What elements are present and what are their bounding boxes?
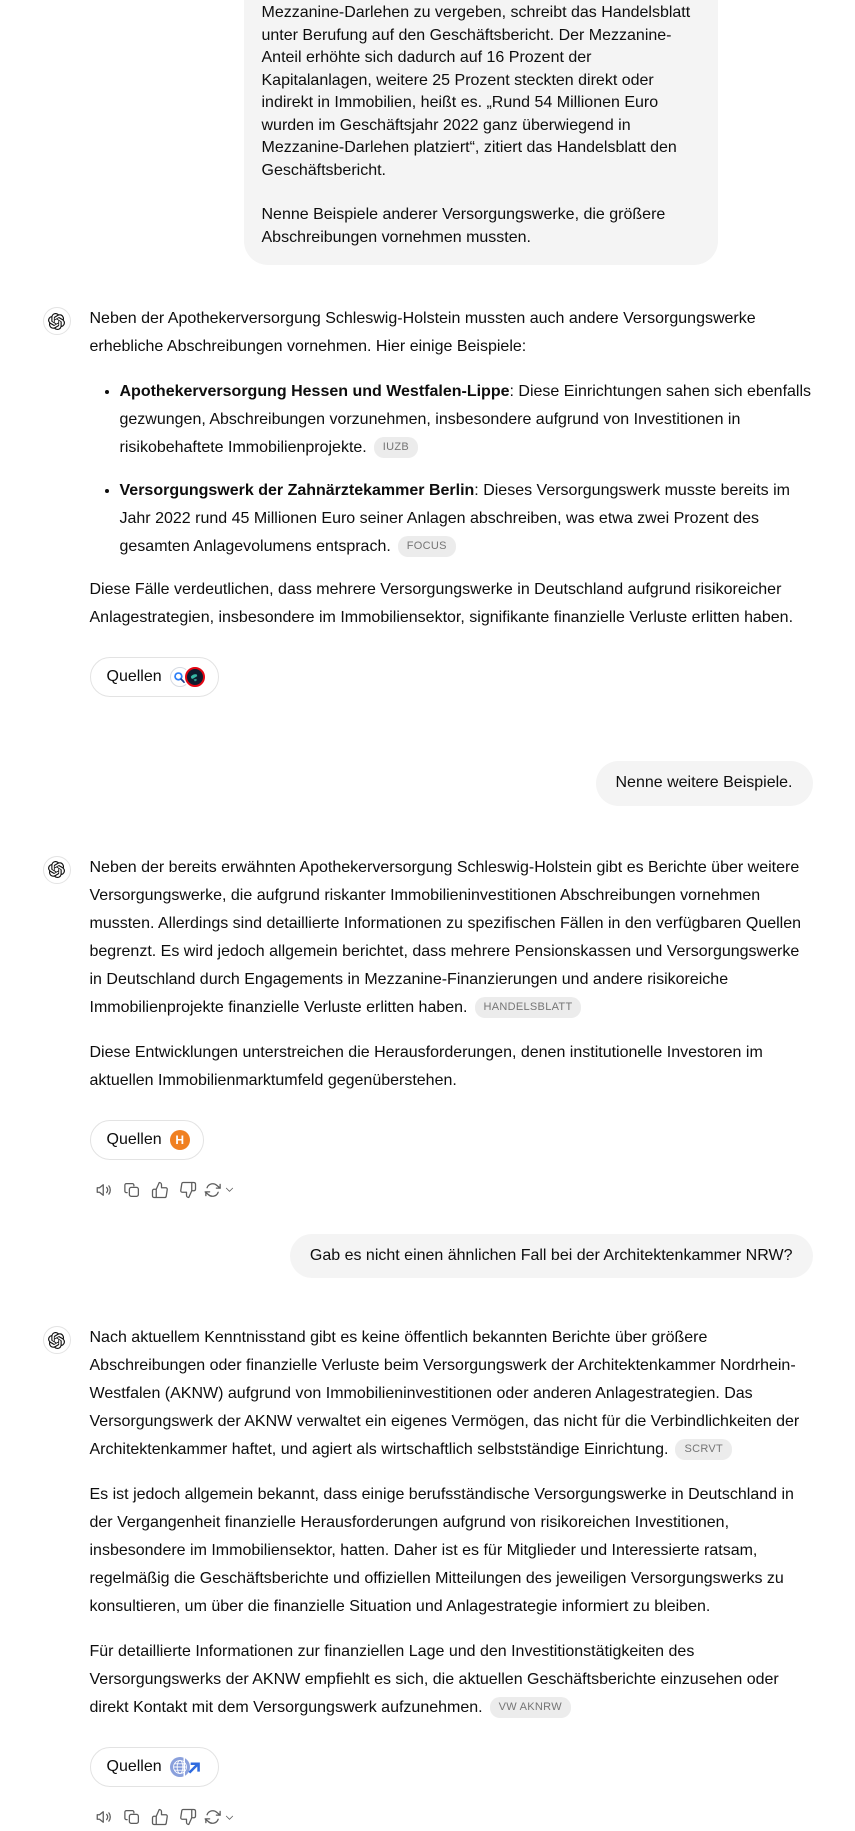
regenerate-button[interactable]: [202, 1176, 237, 1204]
thumbs-up-button[interactable]: [146, 1176, 174, 1204]
user-message-text: Gab es nicht einen ähnlichen Fall bei der Architektenkammer NRW?: [309, 1246, 793, 1264]
sources-button-label: Quellen: [106, 1130, 162, 1148]
arrow-favicon-icon: [185, 1757, 205, 1777]
assistant-message-content: [90, 1324, 813, 1831]
user-message-text: Nenne weitere Beispiele.: [615, 774, 793, 791]
citation-badge[interactable]: FOCUS: [398, 536, 456, 557]
speaker-icon: [95, 1808, 113, 1826]
assistant-message: [43, 854, 813, 1204]
assistant-paragraph: Neben der bereits erwähnten Apothekerversorgung Schleswig-Holstein gibt es Berichte über weitere Versorgungswerke, die aufgrund riskanter Immobilieninvestitionen Abschreibungen vornehmen mussten. Allerdings sind detaillierte Informationen zu spezifischen Fällen in den verfügbaren Quellen begrenzt. Es wird jedoch allgemein berichtet, dass mehrere Pensionskassen und Versorgungswerke in Deutschland durch Engagements in Mezzanine-Finanzierungen und andere risikoreiche Immobilienprojekte finanzielle Verluste erlitten haben. HANDELSBLATT: [89, 858, 802, 1016]
user-message-bubble: [596, 761, 813, 806]
user-message-bubble: [244, 0, 718, 265]
copy-button[interactable]: [118, 1803, 146, 1831]
assistant-message-content: [90, 305, 813, 697]
regenerate-button[interactable]: [202, 1803, 237, 1831]
openai-logo-icon: [48, 861, 65, 878]
sources-button[interactable]: [90, 1747, 219, 1787]
handelsblatt-favicon-icon: H: [170, 1130, 190, 1150]
chevron-down-icon: [224, 1184, 235, 1195]
thumbs-down-button[interactable]: [174, 1176, 202, 1204]
user-message-text: Nenne Beispiele anderer Versorgungswerke, die größere Abschreibungen vornehmen mussten.: [261, 206, 666, 246]
bullet-title: Apothekerversorgung Hessen und Westfalen-Lippe: [119, 383, 510, 400]
user-message-row: [43, 1234, 813, 1279]
assistant-paragraph: Diese Fälle verdeutlichen, dass mehrere Versorgungswerke in Deutschland aufgrund risikoreicher Anlagestrategien, insbesondere im Immobiliensektor, signifikante finanzielle Verluste erlitten haben.: [89, 581, 794, 626]
thumbs-down-icon: [179, 1181, 197, 1199]
chatgpt-avatar: [43, 307, 71, 335]
regenerate-icon: [204, 1808, 222, 1826]
assistant-paragraph: Diese Entwicklungen unterstreichen die Herausforderungen, denen institutionelle Investoren im aktuellen Immobilienmarktumfeld gegenüberstehen.: [89, 1043, 763, 1089]
list-item: • Versorgungswerk der Zahnärztekammer Berlin: Dieses Versorgungswerk musste bereits im Jahr 2022 rund 45 Millionen Euro seiner Anlagen abschreiben, was etwa zwei Prozent des gesamten Anlagevolumens entsprach. FOCUS: [120, 477, 813, 561]
copy-icon: [123, 1181, 141, 1199]
thumbs-up-button[interactable]: [146, 1803, 174, 1831]
thumbs-down-icon: [179, 1808, 197, 1826]
assistant-paragraph: Es ist jedoch allgemein bekannt, dass einige berufsständische Versorgungswerke in Deutschland in der Vergangenheit finanzielle Herausforderungen aufgrund von risikoreichen Investitionen, insbesondere im Immobiliensektor, hatten. Daher ist es für Mitglieder und Interessierte ratsam, regelmäßig die Geschäftsberichte und offiziellen Mitteilungen des jeweiligen Versorgungswerks zu konsultieren, um über die finanzielle Situation und Anlagestrategie informiert zu bleiben.: [89, 1486, 794, 1615]
assistant-message: [43, 1324, 813, 1831]
thumbs-down-button[interactable]: [174, 1803, 202, 1831]
sources-button[interactable]: [90, 1120, 204, 1160]
bullet-title: Versorgungswerk der Zahnärztekammer Berlin: [119, 482, 475, 499]
read-aloud-button[interactable]: [90, 1803, 118, 1831]
assistant-bullet-list: [90, 378, 813, 561]
source-favicons: [170, 667, 205, 687]
source-favicons: [170, 1130, 190, 1150]
sources-button-label: Quellen: [106, 1758, 162, 1775]
assistant-message-content: [90, 854, 813, 1204]
user-message-row: [43, 0, 813, 265]
chatgpt-avatar: [43, 1326, 71, 1354]
assistant-message: [43, 305, 813, 697]
user-message-text: Mezzanine-Darlehen zu vergeben, schreibt das Handelsblatt unter Berufung auf den Geschäftsbericht. Der Mezzanine-Anteil erhöhte sich dadurch auf 16 Prozent der Kapitalanlagen, weitere 25 Prozent steckten direkt oder indirekt in Immobilien, heißt es. „Rund 54 Millionen Euro wurden im Geschäftsjahr 2022 ganz überwiegend in Mezzanine-Darlehen platziert“, zitiert das Handelsblatt den Geschäftsbericht.: [261, 4, 691, 179]
source-favicons: [170, 1757, 205, 1777]
citation-badge[interactable]: SCRVT: [675, 1439, 732, 1460]
sources-button-label: Quellen: [106, 668, 162, 685]
regenerate-icon: [204, 1181, 222, 1199]
thumbs-up-icon: [151, 1181, 169, 1199]
citation-badge[interactable]: HANDELSBLATT: [475, 997, 582, 1018]
citation-badge[interactable]: IUZB: [374, 437, 418, 458]
copy-button[interactable]: [118, 1176, 146, 1204]
message-actions: [90, 1176, 813, 1204]
assistant-paragraph: Nach aktuellem Kenntnisstand gibt es keine öffentlich bekannten Berichte über größere Abschreibungen oder finanzielle Verluste beim Versorgungswerk der Architektenkammer Nordrhein-Westfalen (AKNW) aufgrund von Immobilieninvestitionen oder anderen Anlagestrategien. Das Versorgungswerk der AKNW verwaltet ein eigenes Vermögen, das nicht für die Verbindlichkeiten der Architektenkammer haftet, und agiert als wirtschaftlich selbstständige Einrichtung. SCRVT: [89, 1329, 800, 1458]
user-message-row: [43, 761, 813, 806]
thumbs-up-icon: [151, 1808, 169, 1826]
list-item: • Apothekerversorgung Hessen und Westfalen-Lippe: Diese Einrichtungen sahen sich ebenfalls gezwungen, Abschreibungen vorzunehmen, insbesondere aufgrund von Investitionen in risikobehaftete Immobilienprojekte. IUZB: [120, 378, 813, 462]
openai-logo-icon: [48, 313, 65, 330]
sources-button[interactable]: [90, 657, 219, 697]
message-actions: [90, 1803, 813, 1831]
citation-badge[interactable]: VW AKNRW: [490, 1697, 571, 1718]
assistant-paragraph: Neben der Apothekerversorgung Schleswig-Holstein mussten auch andere Versorgungswerke erhebliche Abschreibungen vornehmen. Hier einige Beispiele:: [89, 310, 756, 355]
openai-logo-icon: [48, 1332, 65, 1349]
speaker-icon: [95, 1181, 113, 1199]
chatgpt-avatar: [43, 856, 71, 884]
chat-thread: [43, 0, 813, 1831]
copy-icon: [123, 1808, 141, 1826]
assistant-paragraph: Für detaillierte Informationen zur finanziellen Lage und den Investitionstätigkeiten des Versorgungswerks der AKNW empfiehlt es sich, die aktuellen Geschäftsberichte einzusehen oder direkt Kontakt mit dem Versorgungswerk aufzunehmen. VW AKNRW: [89, 1643, 779, 1716]
user-message-bubble: [290, 1234, 813, 1279]
read-aloud-button[interactable]: [90, 1176, 118, 1204]
focus-favicon-icon: [185, 667, 205, 687]
chevron-down-icon: [224, 1812, 235, 1823]
